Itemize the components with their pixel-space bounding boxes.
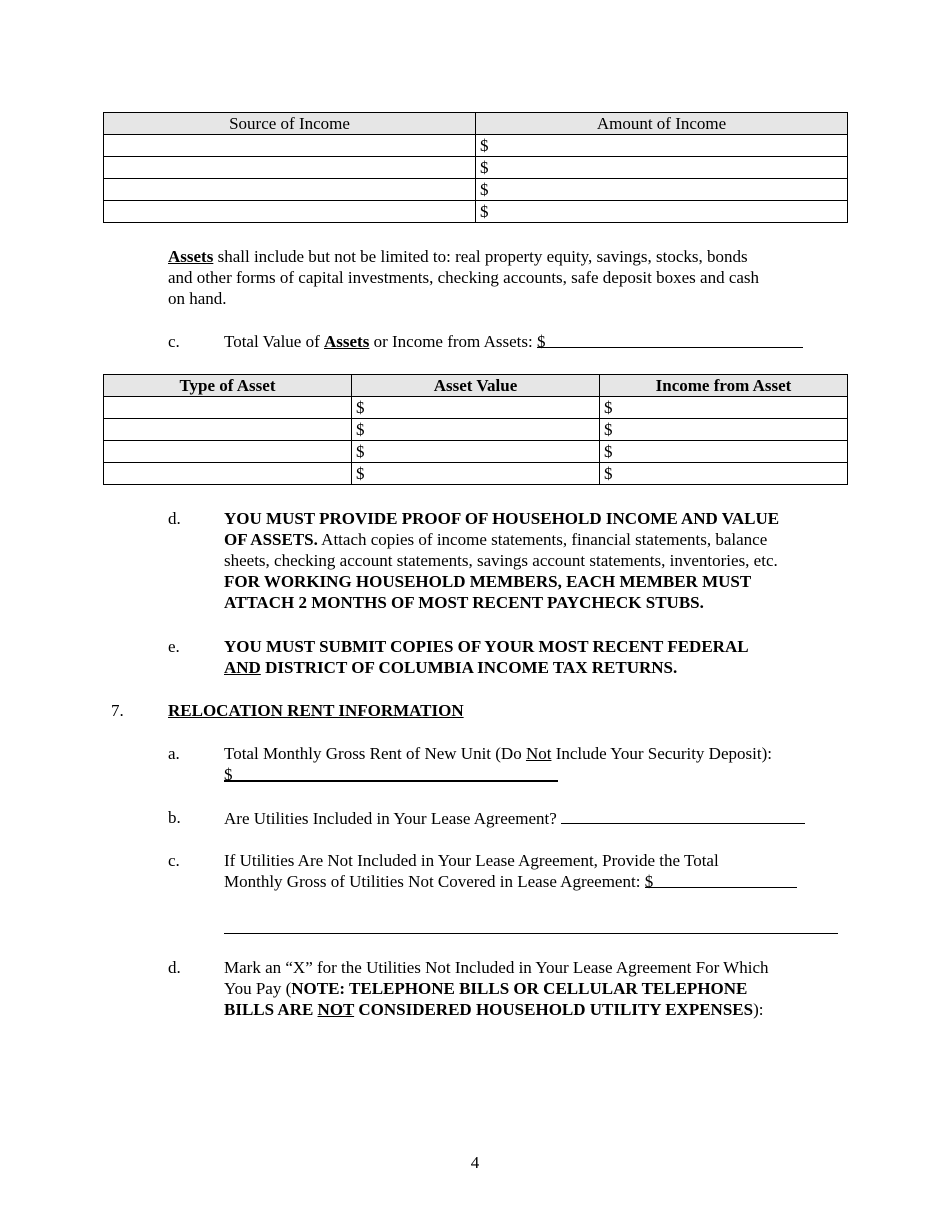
income-header-source: Source of Income (104, 113, 476, 135)
income-amount-cell[interactable]: $ (476, 201, 848, 223)
asset-header-type: Type of Asset (104, 375, 352, 397)
table-row (104, 157, 848, 179)
utilities-mark-block (224, 957, 844, 1020)
page-number: 4 (470, 1153, 480, 1172)
utilities-mark-line (224, 999, 844, 1020)
utilities-cost-field[interactable] (644, 871, 797, 891)
tax-line: YOU MUST SUBMIT COPIES OF YOUR MOST RECENT FEDERAL (224, 637, 749, 656)
table-row (104, 135, 848, 157)
total-assets-suffix: or Income from Assets: (369, 332, 537, 351)
assets-paragraph-line (168, 246, 848, 267)
total-assets-line (224, 331, 844, 352)
asset-type-cell[interactable] (104, 441, 352, 463)
item-d-marker: d. (168, 509, 181, 528)
income-source-cell[interactable] (104, 179, 476, 201)
item-e-marker: e. (168, 637, 180, 656)
income-amount-cell[interactable]: $ (476, 135, 848, 157)
table-row (104, 179, 848, 201)
rent-line (224, 743, 844, 764)
utilities-mark-bold-pre: BILLS ARE (224, 1000, 318, 1019)
utilities-cost-text: Monthly Gross of Utilities Not Covered in Lease Agreement: (224, 872, 645, 891)
asset-table (103, 374, 848, 485)
tax-and: AND (224, 658, 261, 677)
utilities-mark-line: Mark an “X” for the Utilities Not Included in Your Lease Agreement For Which (224, 958, 769, 977)
utilities-included-line (224, 807, 844, 829)
income-amount-cell[interactable]: $ (476, 179, 848, 201)
proof-line: ATTACH 2 MONTHS OF MOST RECENT PAYCHECK STUBS. (224, 593, 704, 612)
rent-not: Not (525, 744, 552, 763)
item-7c-marker: c. (168, 851, 180, 870)
assets-paragraph-line: and other forms of capital investments, checking accounts, safe deposit boxes and cash (168, 268, 760, 287)
proof-line (224, 529, 844, 550)
proof-text: Attach copies of income statements, financial statements, balance (317, 530, 768, 549)
total-assets-field[interactable] (536, 331, 803, 351)
table-row (104, 463, 848, 485)
utilities-mark-not: NOT (317, 1000, 355, 1019)
asset-value-cell[interactable]: $ (352, 463, 600, 485)
item-7a-marker: a. (168, 744, 180, 763)
utilities-mark-pre: You Pay ( (224, 979, 292, 998)
utilities-cost-extra-line[interactable] (224, 933, 838, 934)
income-source-cell[interactable] (104, 157, 476, 179)
total-assets-term: Assets (324, 332, 370, 351)
table-row (104, 441, 848, 463)
utilities-mark-note: NOTE: TELEPHONE BILLS OR CELLULAR TELEPHONE (291, 979, 748, 998)
utilities-included-text: Are Utilities Included in Your Lease Agreement? (224, 809, 562, 828)
asset-type-cell[interactable] (104, 463, 352, 485)
rent-question (224, 743, 844, 785)
income-source-cell[interactable] (104, 201, 476, 223)
utilities-cost-line: If Utilities Are Not Included in Your Lease Agreement, Provide the Total (224, 851, 719, 870)
total-assets-prefix: Total Value of (224, 332, 324, 351)
item-7d-marker: d. (168, 958, 181, 977)
total-assets-dollar: $ (536, 332, 546, 351)
asset-income-cell[interactable]: $ (600, 441, 848, 463)
section-number: 7. (111, 701, 124, 720)
proof-line: FOR WORKING HOUSEHOLD MEMBERS, EACH MEMBER MUST (224, 572, 752, 591)
tax-rest: DISTRICT OF COLUMBIA INCOME TAX RETURNS. (260, 658, 678, 677)
proof-of-income-block (224, 508, 844, 613)
table-row (104, 419, 848, 441)
assets-term: Assets (168, 247, 214, 266)
item-7b-marker: b. (168, 808, 181, 827)
assets-paragraph (168, 246, 848, 309)
proof-line: YOU MUST PROVIDE PROOF OF HOUSEHOLD INCOME AND VALUE (224, 509, 780, 528)
utilities-mark-line (224, 978, 844, 999)
asset-header-value: Asset Value (352, 375, 600, 397)
asset-income-cell[interactable]: $ (600, 463, 848, 485)
rent-post: Include Your Security Deposit): (551, 744, 772, 763)
asset-income-cell[interactable]: $ (600, 397, 848, 419)
asset-type-cell[interactable] (104, 419, 352, 441)
utilities-cost-dollar: $ (644, 872, 654, 891)
asset-value-cell[interactable]: $ (352, 441, 600, 463)
rent-amount-field[interactable] (224, 764, 558, 782)
rent-pre: Total Monthly Gross Rent of New Unit (Do (224, 744, 526, 763)
asset-income-cell[interactable]: $ (600, 419, 848, 441)
rent-field-line (224, 764, 844, 785)
table-row (104, 397, 848, 419)
tax-line (224, 657, 844, 678)
income-table-header (104, 113, 848, 135)
asset-value-cell[interactable]: $ (352, 397, 600, 419)
utilities-cost-line (224, 871, 844, 892)
asset-type-cell[interactable] (104, 397, 352, 419)
asset-table-header (104, 375, 848, 397)
utilities-mark-bold-post: CONSIDERED HOUSEHOLD UTILITY EXPENSES (354, 1000, 754, 1019)
proof-line: sheets, checking account statements, savings account statements, inventories, etc. (224, 551, 778, 570)
asset-value-cell[interactable]: $ (352, 419, 600, 441)
income-source-cell[interactable] (104, 135, 476, 157)
income-table (103, 112, 848, 223)
tax-returns-block (224, 636, 844, 678)
rent-dollar: $ (224, 765, 233, 784)
income-amount-cell[interactable]: $ (476, 157, 848, 179)
assets-paragraph-line: on hand. (168, 289, 227, 308)
utilities-included-field[interactable] (561, 807, 805, 824)
utilities-mark-end: ): (753, 1000, 764, 1019)
asset-header-income: Income from Asset (600, 375, 848, 397)
section-title: RELOCATION RENT INFORMATION (168, 701, 464, 720)
income-header-amount: Amount of Income (476, 113, 848, 135)
assets-text: shall include but not be limited to: real property equity, savings, stocks, bonds (213, 247, 748, 266)
utilities-cost-block (224, 850, 844, 892)
item-c-marker: c. (168, 332, 180, 351)
table-row (104, 201, 848, 223)
proof-bold: OF ASSETS. (224, 530, 318, 549)
